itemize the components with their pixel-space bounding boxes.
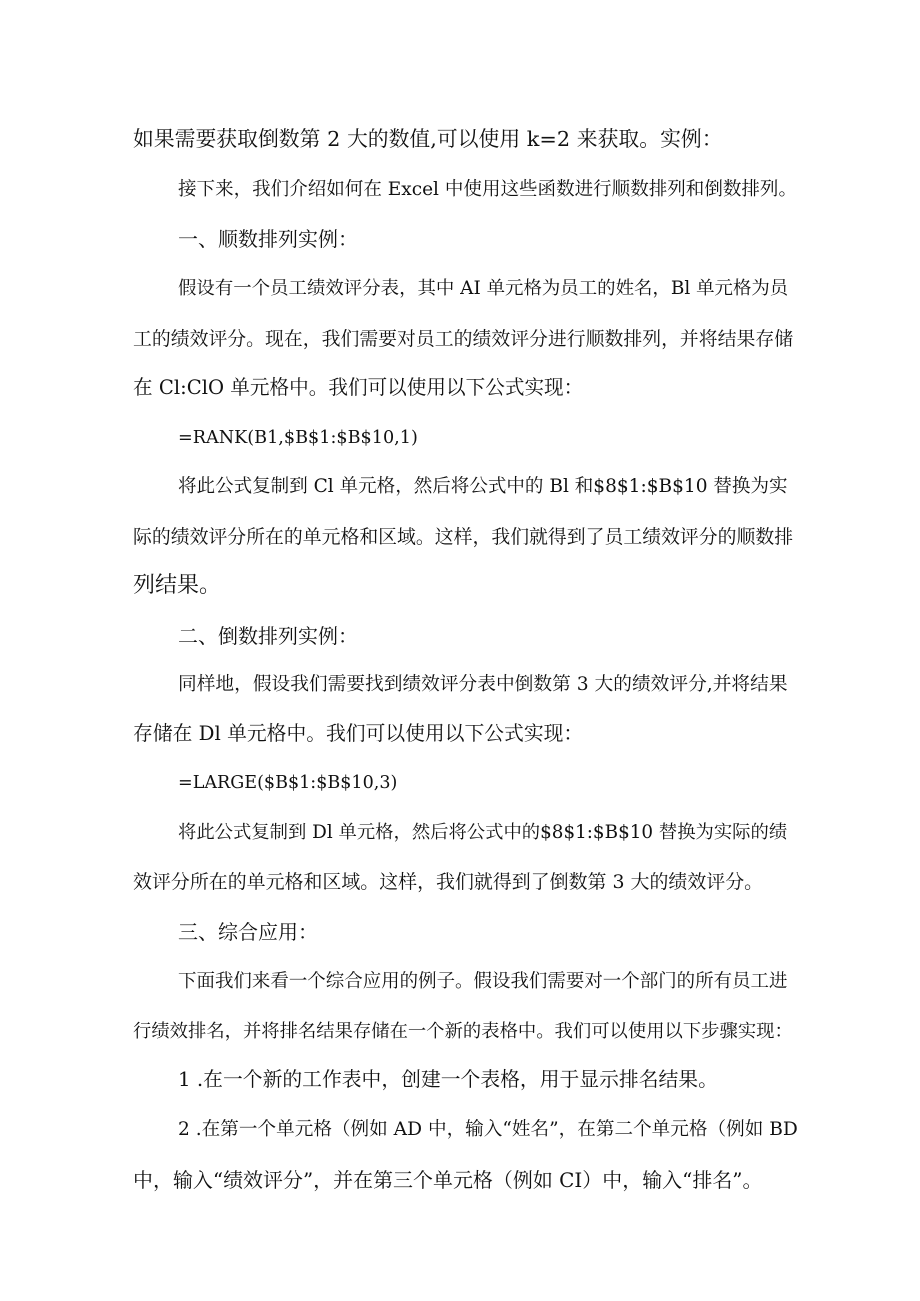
text-line: 将此公式复制到 Cl 单元格，然后将公式中的 Bl 和$8$1:$B$10 替换为实 — [178, 476, 788, 497]
text-line: 工的绩效评分。现在，我们需要对员工的绩效评分进行顺数排列，并将结果存储 — [133, 328, 794, 350]
list-item: 1 .在一个新的工作表中，创建一个表格，用于显示排名结果。 — [178, 1068, 718, 1091]
section-heading: 三、综合应用： — [178, 920, 318, 944]
section-heading: 二、倒数排列实例： — [178, 624, 358, 648]
text-line: 行绩效排名，并将排名结果存储在一个新的表格中。我们可以使用以下步骤实现： — [133, 1021, 793, 1042]
formula-line: =LARGE($B$1:$B$10,3) — [178, 773, 398, 793]
text-line: 接下来，我们介绍如何在 Excel 中使用这些函数进行顺数排列和倒数排列。 — [178, 179, 797, 200]
text-line: 同样地，假设我们需要找到绩效评分表中倒数第 3 大的绩效评分,并将结果 — [178, 674, 788, 695]
text-line: 将此公式复制到 Dl 单元格，然后将公式中的$8$1:$B$10 替换为实际的绩 — [178, 822, 788, 843]
section-heading: 一、顺数排列实例： — [178, 227, 358, 251]
text-line: 列结果。 — [133, 573, 222, 598]
text-line: 中，输入“绩效评分”，并在第三个单元格（例如 CI）中，输入“排名”。 — [133, 1168, 763, 1192]
list-item: 2 .在第一个单元格（例如 AD 中，输入“姓名”，在第二个单元格（例如 BD — [178, 1119, 798, 1140]
text-line: 如果需要获取倒数第 2 大的数值,可以使用 k=2 来获取。实例： — [133, 127, 723, 151]
text-line: 存储在 Dl 单元格中。我们可以使用以下公式实现： — [133, 722, 584, 745]
text-line: 效评分所在的单元格和区域。这样，我们就得到了倒数第 3 大的绩效评分。 — [133, 871, 764, 893]
text-line: 在 Cl:ClO 单元格中。我们可以使用以下公式实现： — [133, 376, 584, 399]
text-line: 假设有一个员工绩效评分表，其中 AI 单元格为员工的姓名，Bl 单元格为员 — [178, 278, 789, 299]
text-line: 际的绩效评分所在的单元格和区域。这样，我们就得到了员工绩效评分的顺数排 — [133, 526, 794, 548]
text-line: 下面我们来看一个综合应用的例子。假设我们需要对一个部门的所有员工进 — [178, 971, 788, 992]
formula-line: =RANK(B1,$B$1:$B$10,1) — [178, 428, 418, 448]
